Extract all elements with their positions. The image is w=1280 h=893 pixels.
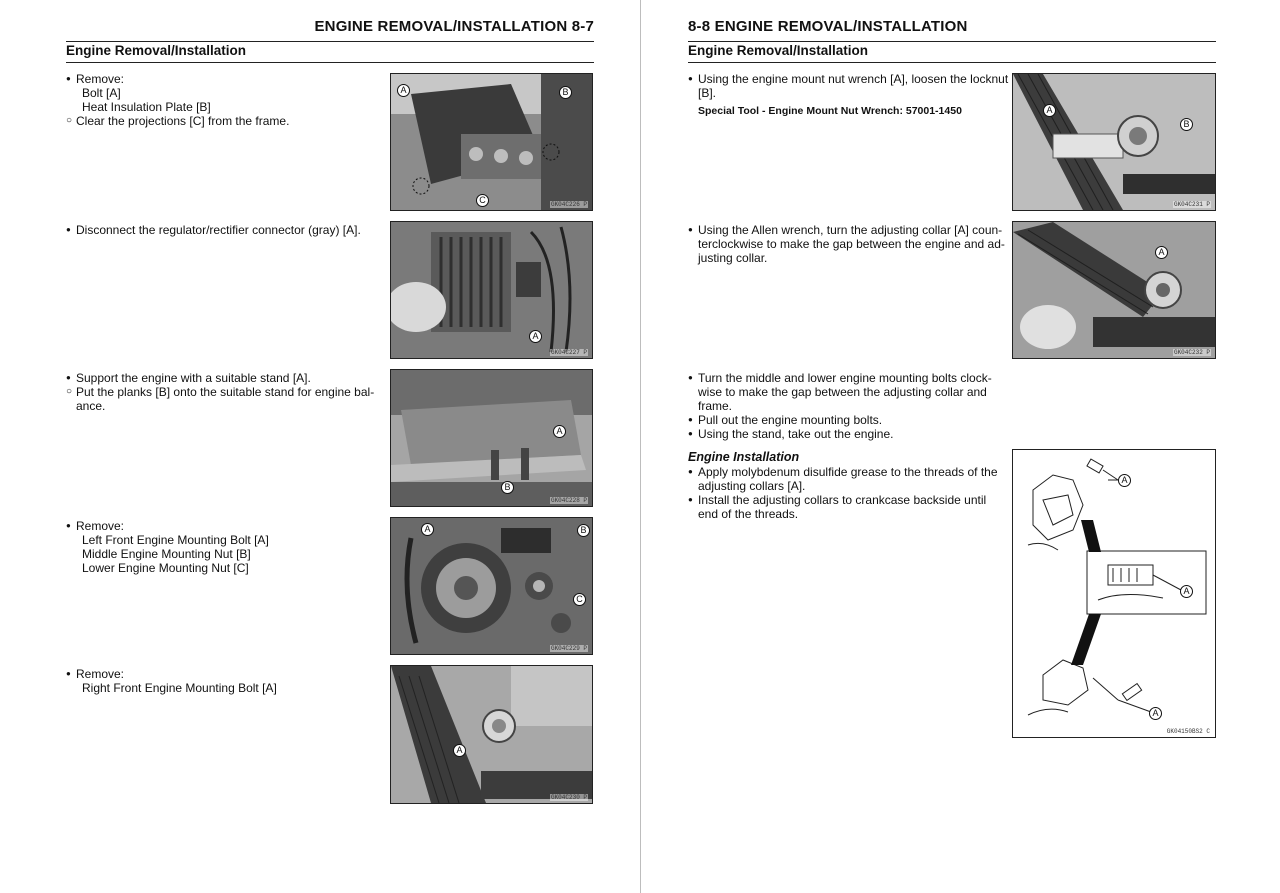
figure-photo-adjusting-collar [1012,221,1216,359]
callout-marker: C [573,593,586,606]
callout-marker: A [529,330,542,343]
instruction-line: ○ Clear the projections [C] from the frame. [66,114,289,128]
instruction-line: wise to make the gap between the adjusting collar and [698,385,987,399]
callout-marker: A [1155,246,1168,259]
step-text [66,667,277,695]
figure-code: GK04C229 P [550,645,587,652]
instruction-line: ● Remove: [66,667,277,681]
section-rule [688,62,1216,63]
instruction-line: Right Front Engine Mounting Bolt [A] [82,681,277,695]
instruction-line: frame. [698,399,733,413]
instruction-line: ● Remove: [66,519,269,533]
figure-photo-mounting-bolts [390,517,593,655]
right-page [641,0,1280,893]
instruction-line: ● Using the engine mount nut wrench [A], loosen the locknut [688,72,1008,86]
subsection-title: Engine Installation [688,450,800,464]
instruction-line: terclockwise to make the gap between the engine and ad- [698,237,1005,251]
figure-code: GK04150BS2 C [1166,728,1210,735]
figure-code: GK04C228 P [550,497,587,504]
callout-marker: C [476,194,489,207]
callout-marker: A [1043,104,1056,117]
step-text [688,371,992,441]
callout-marker: A [421,523,434,536]
step-text [66,519,269,575]
instruction-line: ● Remove: [66,72,289,86]
instruction-line: justing collar. [698,251,768,265]
section-title: Engine Removal/Installation [688,43,869,58]
instruction-line: ● Using the stand, take out the engine. [688,427,992,441]
step-text [66,223,361,237]
step-text [688,72,1008,118]
instruction-line: Bolt [A] [82,86,121,100]
section-rule [66,62,594,63]
special-tool-note: Special Tool - Engine Mount Nut Wrench: 57001-1450 [698,105,962,117]
figure-code: GK04C227 P [550,349,587,356]
callout-marker: A [1118,474,1131,487]
callout-marker: A [1149,707,1162,720]
step-text [66,72,289,128]
instruction-line: ● Install the adjusting collars to crankcase backside until [688,493,998,507]
instruction-line: ● Turn the middle and lower engine mounting bolts clock- [688,371,992,385]
instruction-line: ance. [76,399,106,413]
instruction-line: ● Pull out the engine mounting bolts. [688,413,992,427]
step-text [66,371,374,413]
figure-photo-regulator-connector [390,221,593,359]
callout-marker: A [553,425,566,438]
figure-photo-mount-nut-wrench [1012,73,1216,211]
section-rule [688,41,1216,42]
callout-marker: A [397,84,410,97]
figure-diagram-adjusting-collars [1012,449,1216,738]
instruction-line: [B]. [698,86,717,100]
installation-section [688,450,998,521]
callout-marker: B [559,86,572,99]
callout-marker: A [1180,585,1193,598]
instruction-line: ● Apply molybdenum disulfide grease to the threads of the [688,465,998,479]
callout-marker: B [577,524,590,537]
instruction-line: adjusting collars [A]. [698,479,806,493]
callout-marker: B [1180,118,1193,131]
instruction-line: Middle Engine Mounting Nut [B] [82,547,251,561]
section-rule [66,41,594,42]
instruction-line: Lower Engine Mounting Nut [C] [82,561,249,575]
figure-photo-heat-insulation-plate [390,73,593,211]
instruction-line: Left Front Engine Mounting Bolt [A] [82,533,269,547]
figure-code: GK04C232 P [1173,349,1210,356]
page-header: ENGINE REMOVAL/INSTALLATION 8-7 [314,18,594,35]
instruction-line: ● Support the engine with a suitable stand [A]. [66,371,374,385]
section-title: Engine Removal/Installation [66,43,247,58]
step-text [688,223,1005,265]
callout-marker: A [453,744,466,757]
page-header: 8-8 ENGINE REMOVAL/INSTALLATION [688,18,968,35]
instruction-line: end of the threads. [698,507,799,521]
figure-code: GK04C231 P [1173,201,1210,208]
figure-photo-engine-stand [390,369,593,507]
figure-code: GK04C230 P [550,794,587,801]
instruction-line: ● Disconnect the regulator/rectifier connector (gray) [A]. [66,223,361,237]
figure-photo-right-front-bolt [390,665,593,804]
callout-marker: B [501,481,514,494]
instruction-line: Heat Insulation Plate [B] [82,100,211,114]
instruction-line: ● Using the Allen wrench, turn the adjusting collar [A] coun- [688,223,1005,237]
instruction-line: ○ Put the planks [B] onto the suitable stand for engine bal- [66,385,374,399]
figure-code: GK04C226 P [550,201,587,208]
